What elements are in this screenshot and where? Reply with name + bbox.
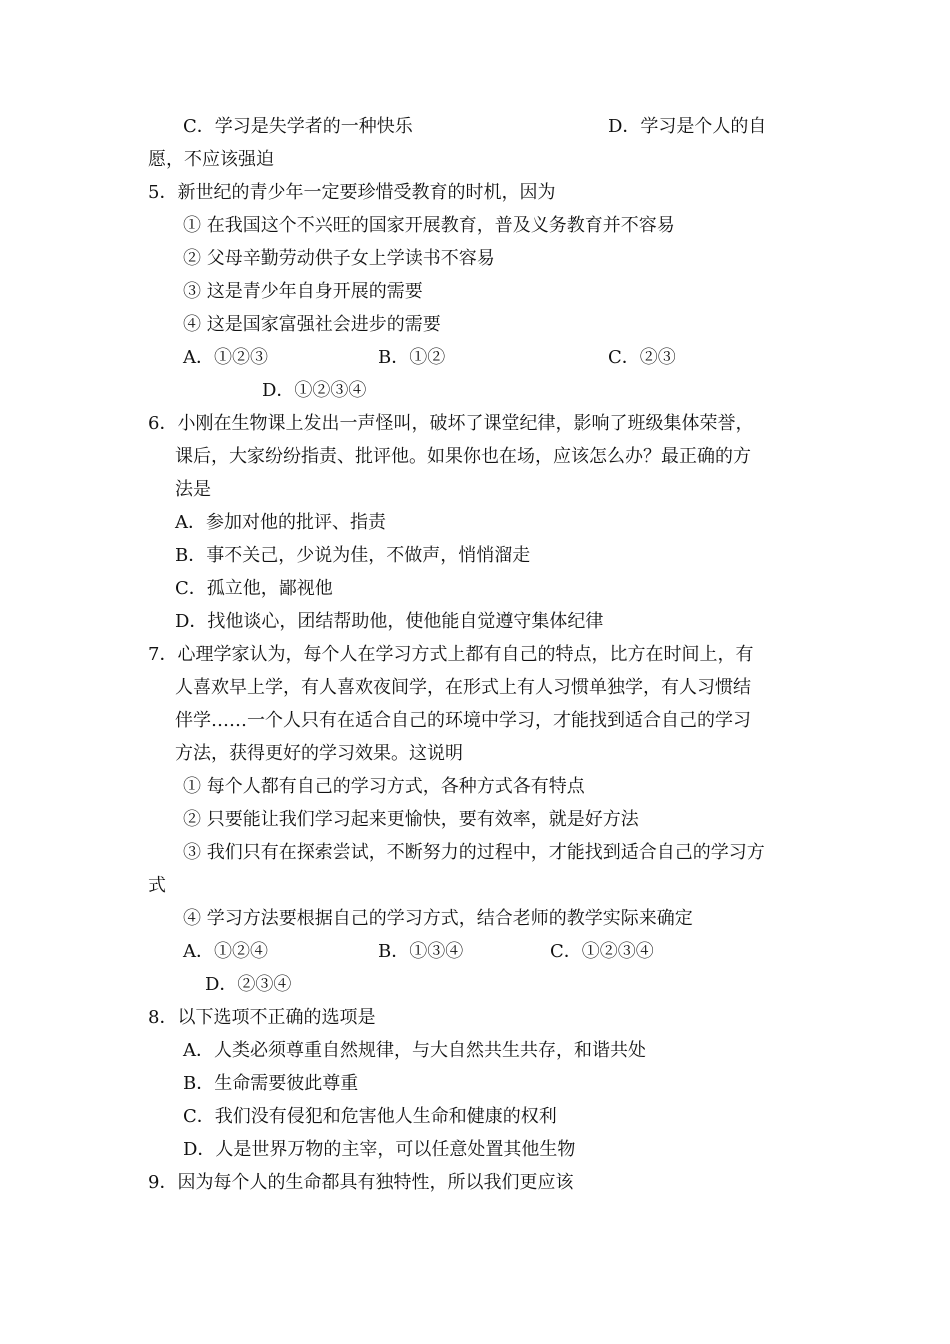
q6-stem-line-1: 6．小刚在生物课上发出一声怪叫，破坏了课堂纪律，影响了班级集体荣誉， <box>148 413 754 434</box>
q7-option-b: B．①③④ <box>378 941 464 962</box>
q7-statement-1: ① 每个人都有自己的学习方式，各种方式各有特点 <box>183 776 585 797</box>
q5-option-d: D．①②③④ <box>262 380 367 401</box>
q5-option-b: B．①② <box>378 347 446 368</box>
q5-statement-3: ③ 这是青少年自身开展的需要 <box>183 281 423 302</box>
q6-option-d: D．找他谈心，团结帮助他，使他能自觉遵守集体纪律 <box>175 611 604 632</box>
q6-option-c: C．孤立他，鄙视他 <box>175 578 333 599</box>
q4-option-d-continued: 愿，不应该强迫 <box>148 149 274 170</box>
q7-stem-line-4: 方法，获得更好的学习效果。这说明 <box>175 743 463 764</box>
q6-option-a: A．参加对他的批评、指责 <box>175 512 386 533</box>
q7-option-a: A．①②④ <box>183 941 268 962</box>
q7-statement-2: ② 只要能让我们学习起来更愉快，要有效率，就是好方法 <box>183 809 639 830</box>
q9-stem: 9．因为每个人的生命都具有独特性，所以我们更应该 <box>148 1172 574 1193</box>
q6-option-b: B．事不关己，少说为佳，不做声，悄悄溜走 <box>175 545 531 566</box>
q8-option-b: B．生命需要彼此尊重 <box>183 1073 359 1094</box>
q6-stem-line-2: 课后，大家纷纷指责、批评他。如果你也在场，应该怎么办？最正确的方 <box>175 446 751 467</box>
q8-stem: 8．以下选项不正确的选项是 <box>148 1007 376 1028</box>
q4-option-c: C．学习是失学者的一种快乐 <box>183 116 413 137</box>
q7-statement-3: ③ 我们只有在探索尝试，不断努力的过程中，才能找到适合自己的学习方 <box>183 842 765 863</box>
q5-stem: 5．新世纪的青少年一定要珍惜受教育的时机，因为 <box>148 182 556 203</box>
q7-stem-line-2: 人喜欢早上学，有人喜欢夜间学，在形式上有人习惯单独学，有人习惯结 <box>175 677 751 698</box>
q5-statement-1: ① 在我国这个不兴旺的国家开展教育，普及义务教育并不容易 <box>183 215 675 236</box>
q8-option-c: C．我们没有侵犯和危害他人生命和健康的权利 <box>183 1106 557 1127</box>
q5-option-a: A．①②③ <box>183 347 268 368</box>
q5-statement-4: ④ 这是国家富强社会进步的需要 <box>183 314 441 335</box>
q6-stem-line-3: 法是 <box>175 479 211 500</box>
q7-stem-line-1: 7．心理学家认为，每个人在学习方式上都有自己的特点，比方在时间上，有 <box>148 644 754 665</box>
q7-stem-line-3: 伴学……一个人只有在适合自己的环境中学习，才能找到适合自己的学习 <box>175 710 751 731</box>
q7-option-d: D．②③④ <box>205 974 292 995</box>
q5-option-c: C．②③ <box>608 347 676 368</box>
q8-option-a: A．人类必须尊重自然规律，与大自然共生共存，和谐共处 <box>183 1040 646 1061</box>
q8-option-d: D．人是世界万物的主宰，可以任意处置其他生物 <box>183 1139 576 1160</box>
q7-statement-4: ④ 学习方法要根据自己的学习方式，结合老师的教学实际来确定 <box>183 908 693 929</box>
q5-statement-2: ② 父母辛勤劳动供子女上学读书不容易 <box>183 248 495 269</box>
q7-statement-3-continued: 式 <box>148 875 166 896</box>
q4-option-d: D．学习是个人的自 <box>608 116 767 137</box>
q7-option-c: C．①②③④ <box>550 941 654 962</box>
